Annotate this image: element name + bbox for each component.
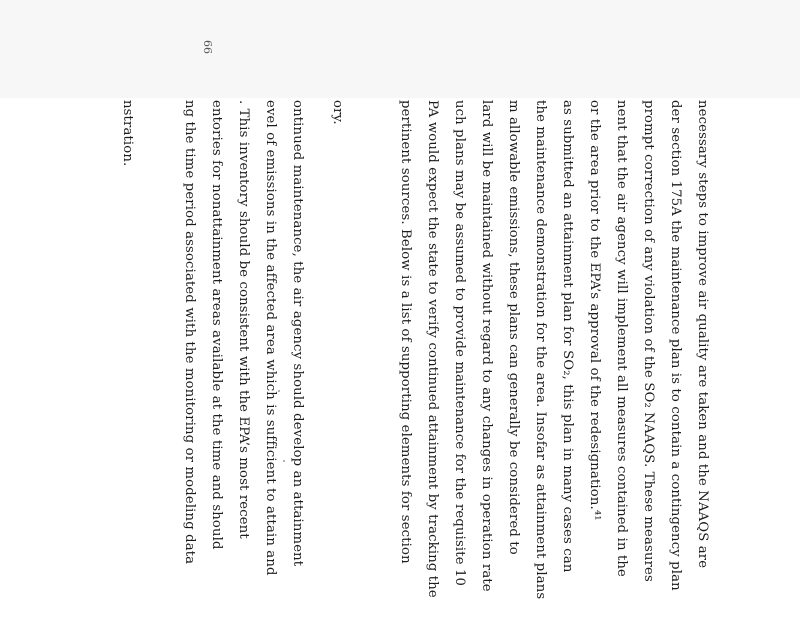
text-line: necessary steps to improve air quality are taken and the NAAQS are (695, 100, 710, 569)
text-line: ontinued maintenance, the air agency should develop an attainment (290, 100, 305, 567)
text-line: lard will be maintained without regard to any changes in operation rate (479, 100, 494, 592)
text-line: as submitted an attainment plan for SO₂, this plan in many cases can (560, 100, 575, 573)
document-page (90, 40, 710, 618)
text-line: der section 175A the maintenance plan is to contain a contingency plan (668, 100, 683, 591)
text-line: the maintenance demonstration for the area. Insofar as attainment plans (533, 100, 548, 600)
text-line: . This inventory should be consistent with the EPA’s most recent (236, 100, 251, 539)
text-line: PA would expect the state to verify continued attainment by tracking the (425, 100, 440, 598)
scan-speck (278, 390, 280, 392)
section-heading: ory. (330, 100, 345, 125)
text-line: prompt correction of any violation of the SO₂ NAAQS. These measures (641, 100, 656, 582)
text-line: nstration. (120, 100, 135, 167)
text-line: evel of emissions in the affected area which is sufficient to attain and (263, 100, 278, 576)
text-line: entories for nonattainment areas available at the time and should (209, 100, 224, 550)
scan-background-band (0, 0, 800, 98)
text-line: ng the time period associated with the monitoring or modeling data (182, 100, 197, 565)
text-line: or the area prior to the EPA’s approval of the redesignation.⁴¹ (587, 100, 602, 521)
page-number: 66 (201, 40, 214, 54)
text-line: pertinent sources. Below is a list of supporting elements for section (398, 100, 413, 564)
text-line: uch plans may be assumed to provide maintenance for the requisite 10 (452, 100, 467, 587)
scan-speck (283, 460, 285, 462)
text-line: nent that the air agency will implement all measures contained in the (614, 100, 629, 578)
text-line: m allowable emissions, these plans can generally be considered to (506, 100, 521, 555)
